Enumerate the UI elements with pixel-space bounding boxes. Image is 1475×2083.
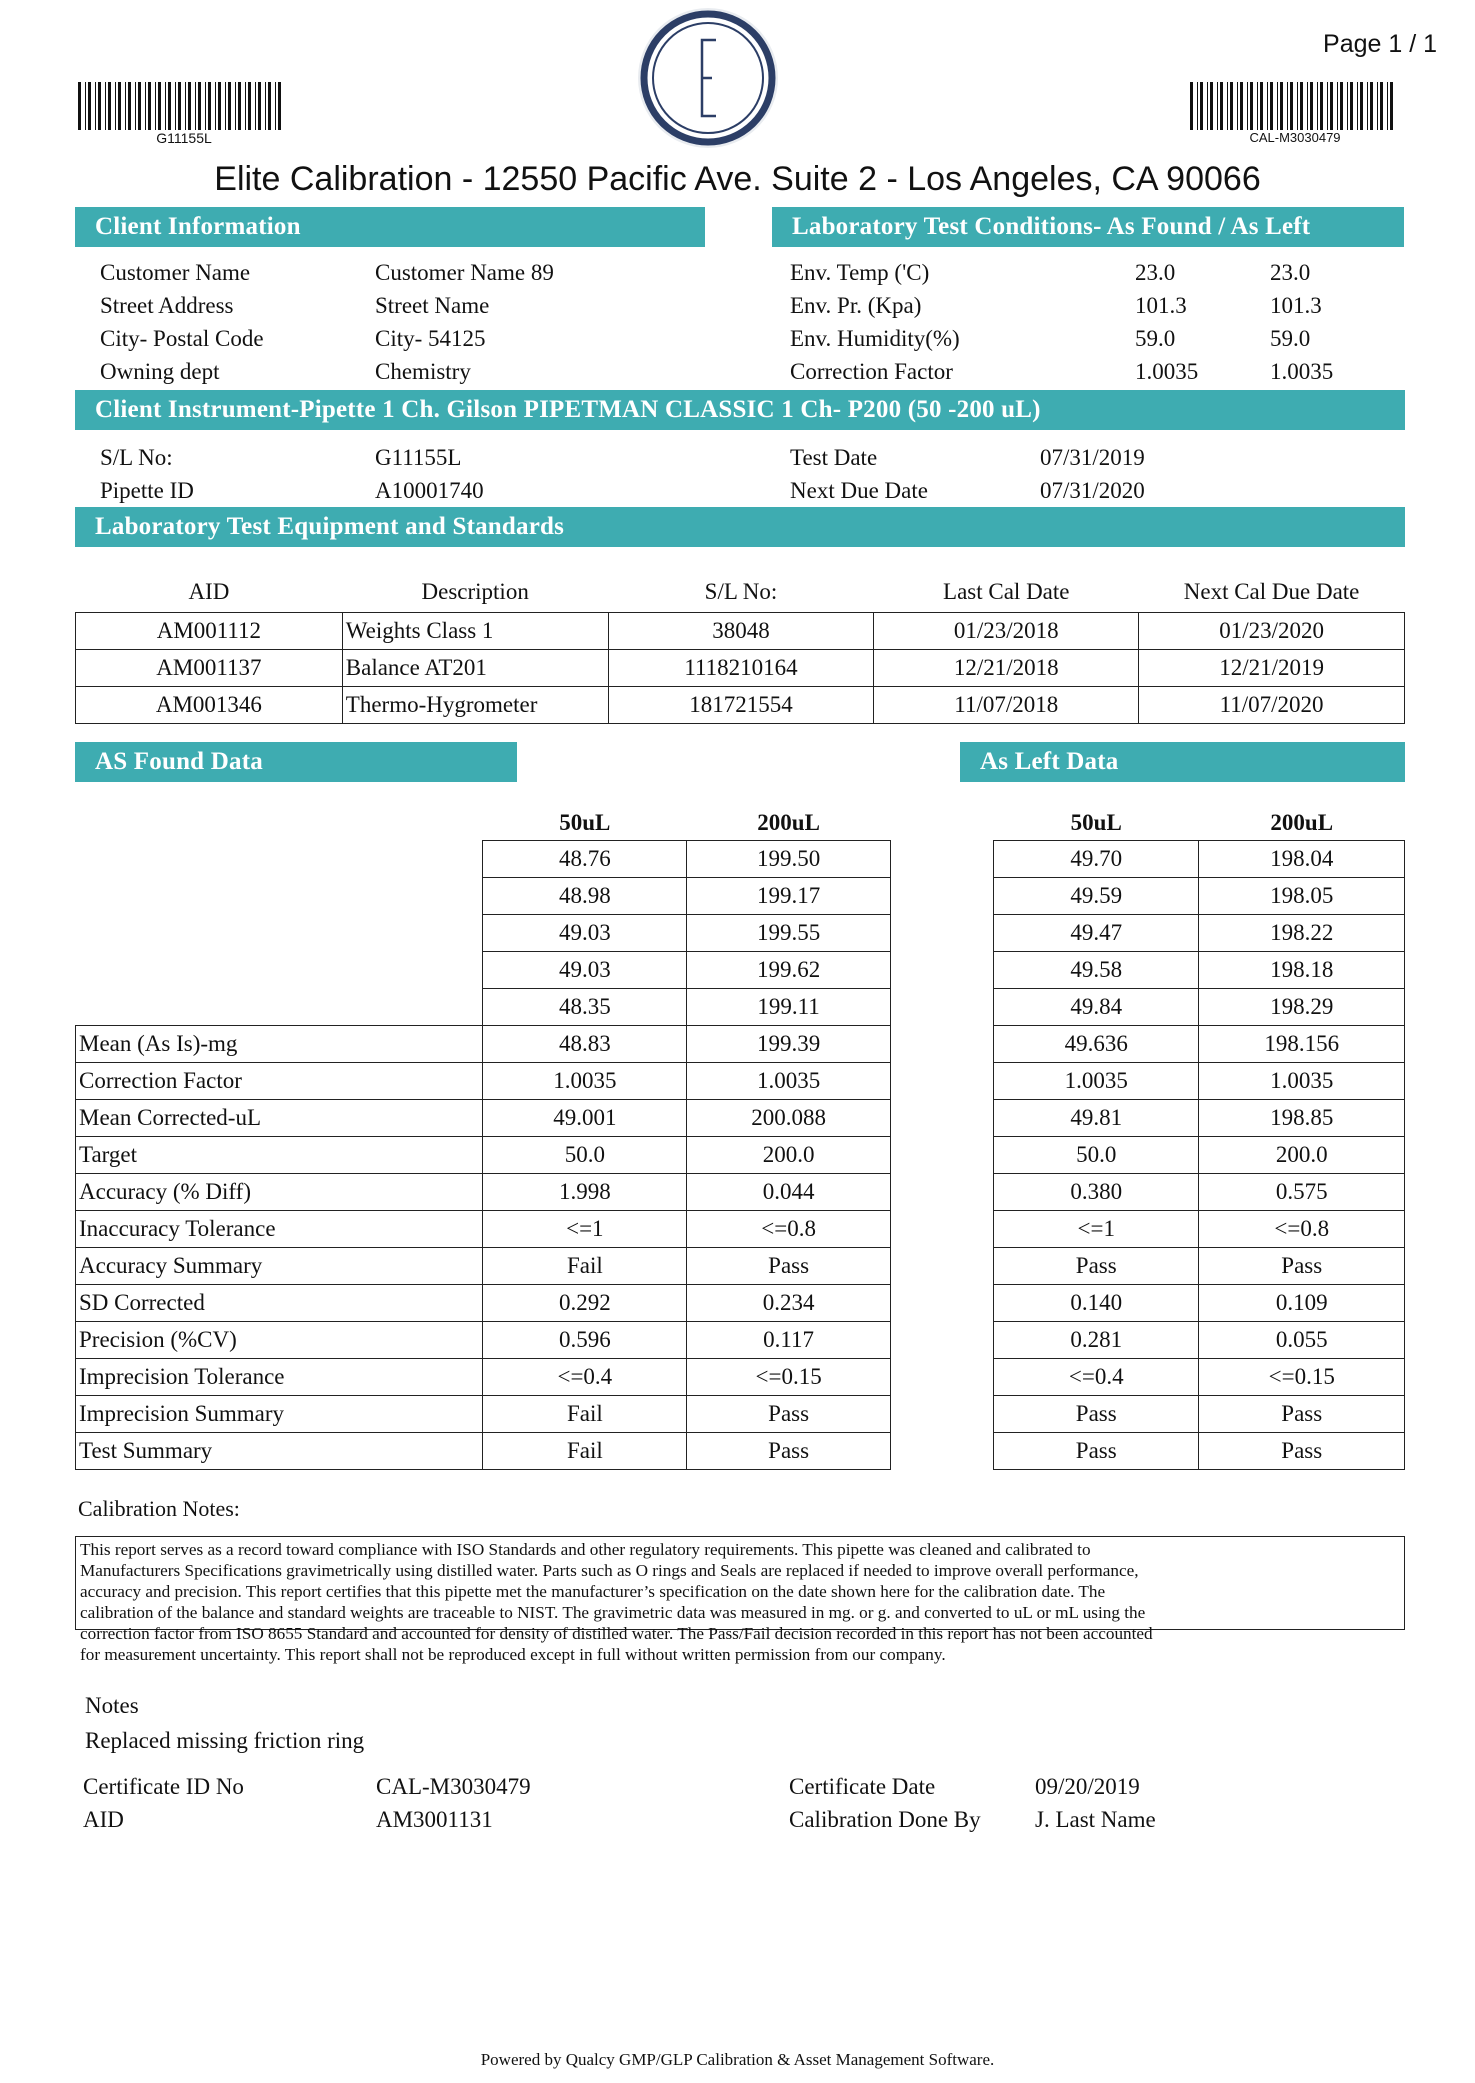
certificate-id-label: Certificate ID No	[83, 1774, 244, 1799]
stat-label: Mean (As Is)-mg	[76, 1026, 483, 1063]
stat-cell: 49.001	[483, 1100, 687, 1137]
pipette-id-label: Pipette ID	[100, 478, 194, 503]
stat-row	[76, 1322, 891, 1359]
certificate-date: 09/20/2019	[1035, 1774, 1140, 1799]
stat-cell: 0.140	[994, 1285, 1199, 1322]
stat-cell: 0.281	[994, 1322, 1199, 1359]
stat-cell: 1.998	[483, 1174, 687, 1211]
table-header-row	[76, 572, 1405, 613]
stat-row	[994, 1359, 1405, 1396]
stat-cell: 1.0035	[483, 1063, 687, 1100]
stat-row	[76, 1248, 891, 1285]
condition-row: Env. Humidity(%) 59.0 59.0	[790, 326, 1311, 351]
stat-label: Accuracy (% Diff)	[76, 1174, 483, 1211]
company-logo	[636, 6, 780, 150]
stat-cell: Pass	[1199, 1248, 1405, 1285]
stat-row	[994, 1100, 1405, 1137]
stat-label: Accuracy Summary	[76, 1248, 483, 1285]
stat-cell: Pass	[687, 1396, 891, 1433]
table-row: AM001137 Balance AT201 1118210164 12/21/2018 12/21/2019	[76, 650, 1405, 687]
stat-row	[76, 1026, 891, 1063]
certificate-id: CAL-M3030479	[376, 1774, 531, 1799]
stat-row	[994, 1322, 1405, 1359]
stat-cell: <=0.15	[1199, 1359, 1405, 1396]
stat-cell: 49.81	[994, 1100, 1199, 1137]
stat-cell: <=0.4	[994, 1359, 1199, 1396]
certificate-date-label: Certificate Date	[789, 1774, 936, 1799]
stat-cell: 198.85	[1199, 1100, 1405, 1137]
column-header: Next Cal Due Date	[1183, 579, 1360, 604]
reading-row	[76, 841, 891, 878]
blank-cell	[76, 878, 483, 915]
calibration-notes-title: Calibration Notes:	[78, 1496, 240, 1521]
notes-title: Notes	[85, 1693, 139, 1718]
stat-cell: Pass	[994, 1433, 1199, 1470]
reading-row	[76, 878, 891, 915]
barcode-bars	[1190, 82, 1400, 130]
stat-cell: 199.39	[687, 1026, 891, 1063]
notes-text: Replaced missing friction ring	[85, 1728, 365, 1753]
reading-row	[994, 878, 1405, 915]
calibration-notes: This report serves as a record toward compliance with ISO Standards and other regulatory requirements. This pipette was cleaned and calibrated to Manufacturers Specifications gravimetrically using distilled water. Parts such as O rings and Seals are replaced if needed to improve overall performance, accuracy and precision. This report certifies that this pipette met the manufacturer’s specification on the date shown here for the calibration date. The calibration of the balance and standard weights are traceable to NIST. The gravimetric data was measured in mg. or g. and converted to uL or mL using the correction factor from ISO 8655 Standard and accounted for density of distilled water. The Pass/Fail decision recorded in this report has not been accounted for measurement uncertainty. This report shall not be reproduced except in full without written permission from our company.	[75, 1536, 1405, 1630]
stat-cell: 0.117	[687, 1322, 891, 1359]
reading-row	[994, 989, 1405, 1026]
stat-cell: 0.044	[687, 1174, 891, 1211]
stat-cell: 200.0	[687, 1137, 891, 1174]
reading-cell: 198.05	[1199, 878, 1405, 915]
reading-cell: 49.59	[994, 878, 1199, 915]
client-row: Street Address Street Name	[100, 293, 490, 318]
stat-label: Test Summary	[76, 1433, 483, 1470]
reading-cell: 49.03	[483, 915, 687, 952]
blank-cell	[76, 915, 483, 952]
table-row: AM001346 Thermo-Hygrometer 181721554 11/07/2018 11/07/2020	[76, 687, 1405, 724]
stat-cell: <=0.8	[687, 1211, 891, 1248]
stat-label: Inaccuracy Tolerance	[76, 1211, 483, 1248]
aid-label: AID	[83, 1807, 124, 1832]
column-header: 200uL	[1270, 810, 1334, 835]
column-header: 50uL	[1070, 810, 1122, 835]
reading-row	[994, 915, 1405, 952]
stat-row	[76, 1100, 891, 1137]
stat-row	[994, 1026, 1405, 1063]
reading-cell: 48.98	[483, 878, 687, 915]
column-header: S/L No:	[704, 579, 778, 604]
footer: Powered by Qualcy GMP/GLP Calibration & Asset Management Software.	[480, 2050, 995, 2069]
reading-cell: 198.29	[1199, 989, 1405, 1026]
pipette-id: A10001740	[375, 478, 484, 503]
condition-row: Env. Temp ('C) 23.0 23.0	[790, 260, 1311, 285]
certificate-info	[83, 1770, 1156, 1836]
calibrated-by-label: Calibration Done By	[789, 1807, 981, 1832]
stat-cell: Fail	[483, 1396, 687, 1433]
reading-cell: 49.70	[994, 841, 1199, 878]
stat-cell: Fail	[483, 1248, 687, 1285]
reading-cell: 49.84	[994, 989, 1199, 1026]
equipment-header: Laboratory Test Equipment and Standards	[75, 507, 1405, 547]
stat-row	[76, 1433, 891, 1470]
stat-cell: 0.055	[1199, 1322, 1405, 1359]
stat-cell: <=0.4	[483, 1359, 687, 1396]
client-info	[100, 256, 554, 388]
column-header: AID	[188, 579, 230, 604]
stat-cell: Pass	[1199, 1396, 1405, 1433]
stat-cell: <=1	[483, 1211, 687, 1248]
reading-cell: 48.35	[483, 989, 687, 1026]
column-header: Description	[421, 579, 529, 604]
barcode-left	[78, 82, 290, 146]
stat-label: Precision (%CV)	[76, 1322, 483, 1359]
column-header: 200uL	[757, 810, 820, 835]
client-row: Customer Name Customer Name 89	[100, 260, 554, 285]
reading-row	[76, 989, 891, 1026]
reading-row	[994, 841, 1405, 878]
stat-cell: 0.596	[483, 1322, 687, 1359]
stat-label: SD Corrected	[76, 1285, 483, 1322]
as-found-header: AS Found Data	[75, 742, 517, 782]
reading-cell: 199.11	[687, 989, 891, 1026]
blank-cell	[76, 952, 483, 989]
test-date: 07/31/2019	[1040, 445, 1145, 470]
blank-cell	[76, 989, 483, 1026]
stat-cell: 1.0035	[994, 1063, 1199, 1100]
stat-row	[994, 1063, 1405, 1100]
as-left-header: As Left Data	[960, 742, 1405, 782]
stat-cell: <=0.15	[687, 1359, 891, 1396]
stat-label: Target	[76, 1137, 483, 1174]
company-header: Elite Calibration - 12550 Pacific Ave. Suite 2 - Los Angeles, CA 90066	[214, 160, 1261, 198]
reading-cell: 198.04	[1199, 841, 1405, 878]
stat-label: Imprecision Tolerance	[76, 1359, 483, 1396]
reading-cell: 198.18	[1199, 952, 1405, 989]
column-header: 50uL	[559, 810, 611, 835]
stat-cell: <=0.8	[1199, 1211, 1405, 1248]
conditions-header: Laboratory Test Conditions- As Found / As Left	[772, 207, 1404, 247]
instrument-header: Client Instrument-Pipette 1 Ch. Gilson PIPETMAN CLASSIC 1 Ch- P200 (50 -200 uL)	[75, 390, 1405, 430]
stat-cell: 0.109	[1199, 1285, 1405, 1322]
table-row: AM001112 Weights Class 1 38048 01/23/2018 01/23/2020	[76, 613, 1405, 650]
stat-cell: <=1	[994, 1211, 1199, 1248]
blank-cell	[76, 841, 483, 878]
client-row: Owning dept Chemistry	[100, 359, 471, 384]
condition-row: Correction Factor 1.0035 1.0035	[790, 359, 1334, 384]
reading-cell: 199.62	[687, 952, 891, 989]
stat-row	[76, 1396, 891, 1433]
reading-cell: 198.22	[1199, 915, 1405, 952]
client-info-header: Client Information	[75, 207, 705, 247]
stat-cell: Fail	[483, 1433, 687, 1470]
reading-row	[994, 952, 1405, 989]
reading-row	[76, 952, 891, 989]
stat-row	[76, 1285, 891, 1322]
reading-cell: 199.17	[687, 878, 891, 915]
stat-cell: 1.0035	[1199, 1063, 1405, 1100]
stat-row	[994, 1211, 1405, 1248]
stat-label: Mean Corrected-uL	[76, 1100, 483, 1137]
reading-cell: 49.03	[483, 952, 687, 989]
as-left-table	[993, 806, 1405, 1470]
stat-cell: 0.234	[687, 1285, 891, 1322]
reading-cell: 49.58	[994, 952, 1199, 989]
conditions	[790, 256, 1333, 388]
stat-row	[76, 1137, 891, 1174]
stat-label: Correction Factor	[76, 1063, 483, 1100]
reading-cell: 48.76	[483, 841, 687, 878]
stat-cell: Pass	[994, 1396, 1199, 1433]
reading-cell: 49.47	[994, 915, 1199, 952]
barcode-bars	[78, 82, 290, 130]
due-date: 07/31/2020	[1040, 478, 1145, 503]
test-date-label: Test Date	[790, 445, 878, 470]
stat-row	[76, 1211, 891, 1248]
stat-row	[994, 1396, 1405, 1433]
stat-cell: Pass	[1199, 1433, 1405, 1470]
stat-row	[994, 1174, 1405, 1211]
stat-row	[994, 1248, 1405, 1285]
stat-cell: 49.636	[994, 1026, 1199, 1063]
condition-row: Env. Pr. (Kpa) 101.3 101.3	[790, 293, 1322, 318]
reading-cell: 199.50	[687, 841, 891, 878]
equipment-table	[75, 572, 1405, 724]
aid-value: AM3001131	[376, 1807, 493, 1832]
calibrated-by: J. Last Name	[1035, 1807, 1156, 1832]
barcode-right-caption: CAL-M3030479	[1249, 130, 1341, 145]
stat-cell: Pass	[687, 1248, 891, 1285]
stat-cell: 0.380	[994, 1174, 1199, 1211]
stat-row	[76, 1359, 891, 1396]
stat-cell: Pass	[687, 1433, 891, 1470]
stat-cell: 1.0035	[687, 1063, 891, 1100]
stat-cell: Pass	[994, 1248, 1199, 1285]
stat-cell: 0.292	[483, 1285, 687, 1322]
stat-row	[76, 1174, 891, 1211]
stat-label: Imprecision Summary	[76, 1396, 483, 1433]
stat-cell: 48.83	[483, 1026, 687, 1063]
stat-cell: 0.575	[1199, 1174, 1405, 1211]
page-number: Page 1 / 1	[1323, 30, 1437, 58]
stat-row	[994, 1433, 1405, 1470]
as-found-table	[75, 806, 891, 1470]
sl-value: G11155L	[375, 445, 462, 470]
stat-cell: 50.0	[994, 1137, 1199, 1174]
reading-row	[76, 915, 891, 952]
stat-row	[76, 1063, 891, 1100]
barcode-right	[1190, 82, 1400, 145]
stat-cell: 198.156	[1199, 1026, 1405, 1063]
column-header: Last Cal Date	[943, 579, 1070, 604]
barcode-left-caption: G11155L	[156, 130, 212, 146]
stat-cell: 50.0	[483, 1137, 687, 1174]
stat-cell: 200.088	[687, 1100, 891, 1137]
stat-row	[994, 1285, 1405, 1322]
reading-cell: 199.55	[687, 915, 891, 952]
instrument-info	[100, 441, 1145, 507]
stat-row	[994, 1137, 1405, 1174]
client-row: City- Postal Code City- 54125	[100, 326, 486, 351]
stat-cell: 200.0	[1199, 1137, 1405, 1174]
due-date-label: Next Due Date	[790, 478, 928, 503]
sl-label: S/L No:	[100, 445, 173, 470]
